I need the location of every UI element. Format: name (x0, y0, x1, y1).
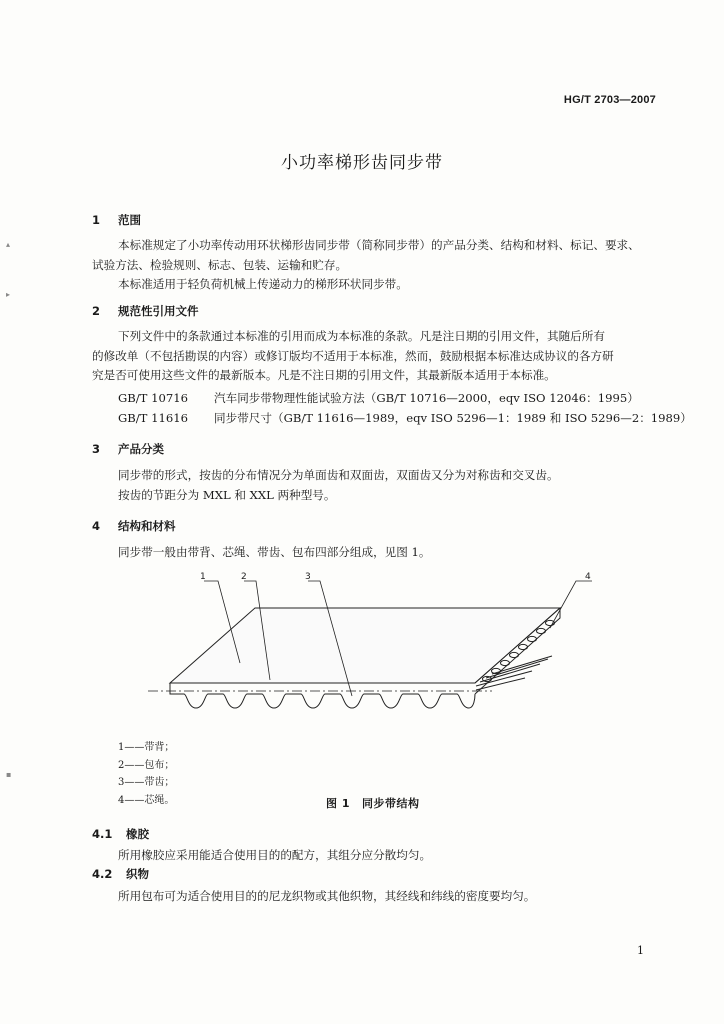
section-4-heading (92, 518, 176, 534)
reference-item (118, 410, 692, 426)
callout-3: 3 (305, 572, 311, 582)
section-title: 产品分类 (118, 442, 164, 456)
section-number: 3 (92, 442, 101, 456)
figure-title: 同步带结构 (361, 797, 420, 810)
page-title: 小功率梯形齿同步带 (281, 153, 443, 173)
legend-item: 4——芯绳。 (118, 794, 175, 806)
figure-number: 图 1 (326, 797, 350, 810)
paragraph-line: 本标准适用于轻负荷机械上传递动力的梯形环状同步带。 (118, 277, 408, 291)
scan-mark: ▸ (6, 290, 11, 299)
section-3-body (92, 466, 662, 505)
legend-item: 2——包布； (118, 759, 175, 771)
section-1-body (92, 236, 662, 295)
scan-mark: ▴ (6, 240, 11, 249)
paragraph-line: 所用包布可为适合使用目的的尼龙织物或其他织物，其经线和纬线的密度要均匀。 (118, 889, 536, 903)
belt-tooth-profile (170, 683, 475, 708)
paragraph-line: 按齿的节距分为 MXL 和 XXL 两种型号。 (118, 487, 336, 502)
page-number: 1 (637, 944, 644, 957)
subsection-number: 4.2 (92, 867, 113, 881)
section-3-heading (92, 441, 164, 457)
paragraph-line: 本标准规定了小功率传动用环状梯形齿同步带（简称同步带）的产品分类、结构和材料、标记、要求、 (118, 238, 640, 252)
section-title: 结构和材料 (118, 519, 176, 533)
subsection-4-1-heading (92, 826, 149, 842)
paragraph-line: 究是否可使用这些文件的最新版本。凡是不注日期的引用文件，其最新版本适用于本标准。 (92, 368, 556, 382)
section-1-heading (92, 212, 141, 228)
paragraph-line: 下列文件中的条款通过本标准的引用而成为本标准的条款。凡是注日期的引用文件，其随后所有 (118, 329, 605, 343)
timing-belt-structure-diagram (140, 568, 600, 733)
section-number: 1 (92, 213, 101, 227)
standard-code: HG/T 2703—2007 (563, 94, 656, 106)
section-2-body (92, 327, 662, 386)
subsection-4-2-body (92, 887, 662, 907)
callout-4: 4 (585, 572, 591, 582)
legend-item: 3——带齿； (118, 777, 175, 788)
paragraph-line: 同步带的形式，按齿的分布情况分为单面齿和双面齿，双面齿又分为对称齿和交叉齿。 (118, 468, 559, 482)
reference-title: 汽车同步带物理性能试验方法（GB/T 10716—2000，eqv ISO 12046：1995） (214, 391, 639, 405)
subsection-title: 织物 (126, 867, 149, 881)
reference-code: GB/T 11616 (118, 411, 188, 425)
scan-mark: ▪ (6, 770, 12, 779)
reference-code: GB/T 10716 (118, 391, 188, 405)
paragraph-line: 的修改单（不包括勘误的内容）或修订版均不适用于本标准，然而，鼓励根据本标准达成协议的各方研 (92, 348, 614, 363)
reference-title: 同步带尺寸（GB/T 11616—1989，eqv ISO 5296—1：1989 和 ISO 5296—2：1989） (214, 411, 692, 425)
section-number: 2 (92, 304, 101, 318)
paragraph-line: 试验方法、检验规则、标志、包装、运输和贮存。 (92, 257, 348, 272)
figure-caption (326, 795, 419, 811)
paragraph-line: 所用橡胶应采用能适合使用目的的配方，其组分应分散均匀。 (118, 848, 432, 862)
subsection-4-2-heading (92, 866, 149, 882)
callout-2: 2 (241, 572, 247, 582)
figure-legend (118, 739, 174, 809)
section-4-body (92, 543, 662, 563)
section-title: 范围 (118, 213, 141, 227)
subsection-title: 橡胶 (126, 827, 149, 841)
section-number: 4 (92, 519, 101, 533)
section-title: 规范性引用文件 (118, 304, 199, 318)
paragraph-line: 同步带一般由带背、芯绳、带齿、包布四部分组成，见图 1。 (118, 545, 431, 559)
callout-1: 1 (200, 572, 206, 582)
section-2-heading (92, 303, 199, 319)
reference-item (118, 390, 639, 406)
subsection-number: 4.1 (92, 827, 113, 841)
legend-item: 1——带背； (118, 742, 175, 753)
subsection-4-1-body (92, 846, 662, 866)
